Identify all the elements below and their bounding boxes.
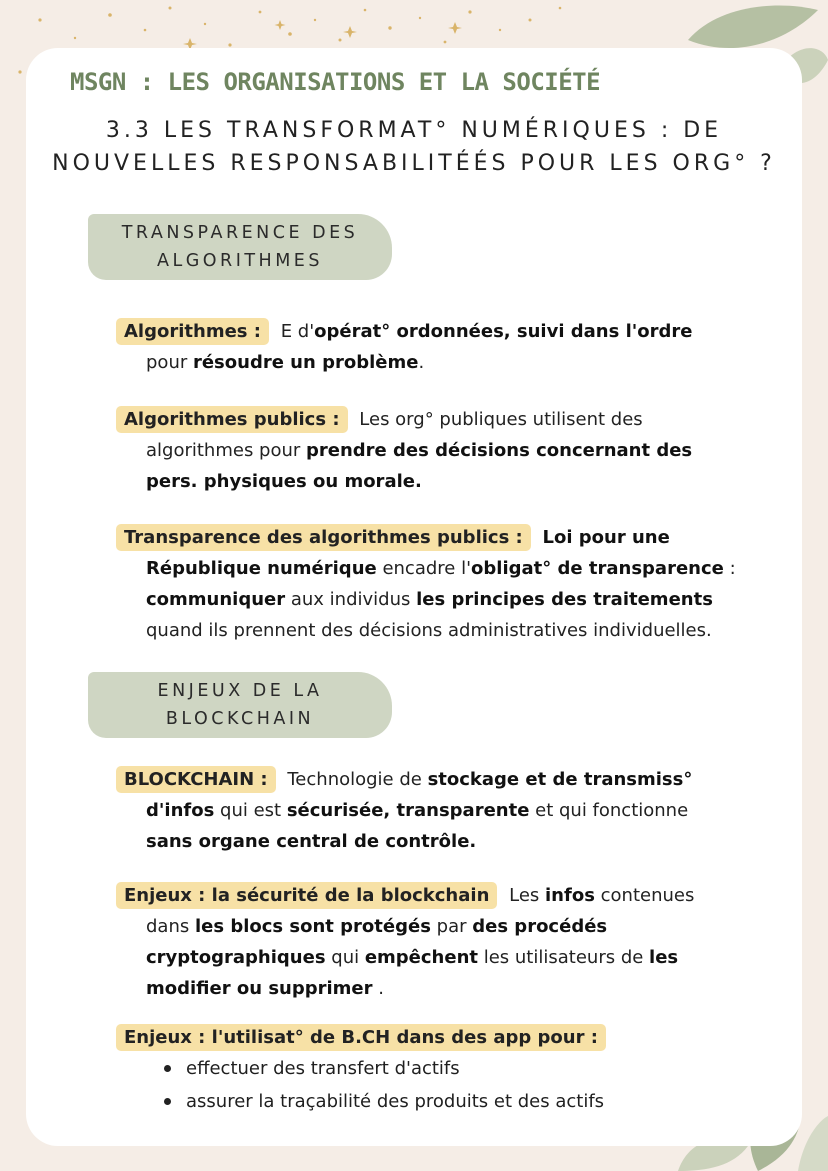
- main-title-line-2: NOUVELLES RESPONSABILITÉÉS POUR LES ORG° ?: [52, 151, 776, 176]
- term-highlight: Enjeux : la sécurité de la blockchain: [116, 882, 497, 909]
- term-highlight: Transparence des algorithmes publics :: [116, 524, 531, 551]
- entry-algorithmes: Algorithmes : E d'opérat° ordonnées, suivi dans l'ordre pour résoudre un problème.: [122, 316, 762, 378]
- term-highlight: Algorithmes :: [116, 318, 269, 345]
- entry-transparence-algorithmes-publics: Transparence des algorithmes publics : Loi pour une République numérique encadre l'obligat° de transparence : communiquer aux individus les principes des traitements quand ils prennent des décisions administratives individuelles.: [122, 522, 762, 646]
- section-heading-blockchain: ENJEUX DE LA BLOCKCHAIN: [88, 672, 392, 738]
- main-title: [50, 114, 778, 180]
- course-title: MSGN : LES ORGANISATIONS ET LA SOCIÉTÉ: [70, 68, 601, 96]
- usage-bullet-list: [160, 1052, 604, 1118]
- entry-algorithmes-publics: Algorithmes publics : Les org° publiques utilisent des algorithmes pour prendre des décisions concernant des pers. physiques ou morale.: [122, 404, 762, 497]
- list-item: assurer la traçabilité des produits et des actifs: [160, 1085, 604, 1118]
- entry-utilisation-blockchain: [122, 1022, 762, 1053]
- list-item: effectuer des transfert d'actifs: [160, 1052, 604, 1085]
- main-title-line-1: 3.3 LES TRANSFORMAT° NUMÉRIQUES : DE: [105, 118, 723, 143]
- entry-blockchain: BLOCKCHAIN : Technologie de stockage et de transmiss° d'infos qui est sécurisée, transparente et qui fonctionne sans organe central de contrôle.: [122, 764, 762, 857]
- section-heading-transparence: TRANSPARENCE DES ALGORITHMES: [88, 214, 392, 280]
- entry-securite-blockchain: Enjeux : la sécurité de la blockchain Les infos contenues dans les blocs sont protégés par des procédés cryptographiques qui empêchent les utilisateurs de les modifier ou supprimer .: [122, 880, 762, 1004]
- term-highlight: Enjeux : l'utilisat° de B.CH dans des app pour :: [116, 1024, 606, 1051]
- term-highlight: BLOCKCHAIN :: [116, 766, 276, 793]
- term-highlight: Algorithmes publics :: [116, 406, 348, 433]
